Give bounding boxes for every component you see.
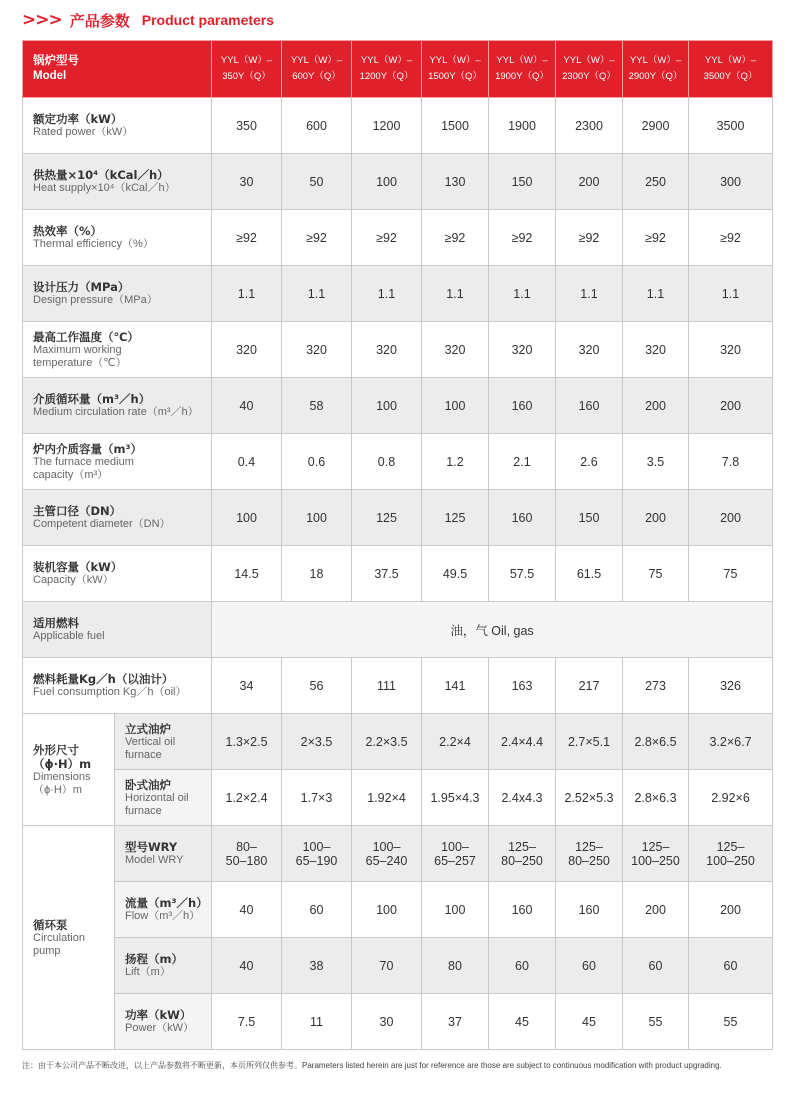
- pump-row: [23, 826, 773, 882]
- row-label-cn: 主管口径（DN）: [33, 504, 122, 518]
- value-cell: 7.5: [212, 994, 282, 1050]
- value-cell: 2.2×3.5: [352, 714, 422, 770]
- value-cell: 125: [352, 490, 422, 546]
- value-cell: 100: [212, 490, 282, 546]
- value-cell: 200: [623, 882, 689, 938]
- row-label: [23, 658, 212, 714]
- model-name-cell: YYL（W）– 3500Y（Q）: [689, 41, 773, 98]
- value-cell: 100– 65–257: [422, 826, 489, 882]
- value-cell: 1.1: [489, 266, 556, 322]
- value-cell: 11: [282, 994, 352, 1050]
- spec-row: [23, 266, 773, 322]
- row-label-en: furnace: [125, 748, 162, 761]
- value-cell: 1200: [352, 98, 422, 154]
- row-label: [23, 602, 212, 658]
- value-cell: 125– 100–250: [623, 826, 689, 882]
- row-label-en: Horizontal oil: [125, 791, 189, 804]
- value-cell: 1.92×4: [352, 770, 422, 826]
- pump-row: [23, 994, 773, 1050]
- dimensions-row: [23, 714, 773, 770]
- value-cell: 50: [282, 154, 352, 210]
- value-cell: 0.4: [212, 434, 282, 490]
- value-cell: 1.1: [422, 266, 489, 322]
- value-cell: 320: [623, 322, 689, 378]
- pump-group-label: [23, 826, 115, 1050]
- value-cell: 320: [212, 322, 282, 378]
- row-label: [23, 490, 212, 546]
- row-label-en: Medium circulation rate（m³／h）: [33, 406, 199, 418]
- value-cell: 1.3×2.5: [212, 714, 282, 770]
- row-label-cn: 热效率（%）: [33, 224, 103, 238]
- row-label: [23, 266, 212, 322]
- value-cell: ≥92: [489, 210, 556, 266]
- value-cell: 1.7×3: [282, 770, 352, 826]
- value-cell: 1.1: [689, 266, 773, 322]
- value-cell: 273: [623, 658, 689, 714]
- value-cell: 100: [422, 378, 489, 434]
- row-label-cn: 设计压力（MPa）: [33, 280, 130, 294]
- value-cell: 38: [282, 938, 352, 994]
- model-name-cell: YYL（W）– 2300Y（Q）: [556, 41, 623, 98]
- row-label-cn: 扬程（m）: [125, 952, 183, 966]
- value-cell: 320: [352, 322, 422, 378]
- value-cell: 160: [556, 882, 623, 938]
- value-cell: 40: [212, 378, 282, 434]
- spec-row: [23, 546, 773, 602]
- value-cell: 2.6: [556, 434, 623, 490]
- row-label-cn: 装机容量（kW）: [33, 560, 123, 574]
- value-cell: 3.2×6.7: [689, 714, 773, 770]
- value-cell: 200: [556, 154, 623, 210]
- model-name-cell: YYL（W）– 1500Y（Q）: [422, 41, 489, 98]
- value-cell: 300: [689, 154, 773, 210]
- section-title-cn: 产品参数: [69, 11, 130, 30]
- value-cell: ≥92: [352, 210, 422, 266]
- row-label-en: Thermal efficiency（%）: [33, 238, 154, 250]
- value-cell: 70: [352, 938, 422, 994]
- model-header-en: Model: [33, 70, 67, 82]
- row-label: [115, 882, 212, 938]
- value-cell: ≥92: [556, 210, 623, 266]
- value-cell: 40: [212, 882, 282, 938]
- dimensions-group-label: [23, 714, 115, 826]
- row-label-en: Lift（m）: [125, 966, 171, 978]
- value-cell: 58: [282, 378, 352, 434]
- fuel-value: 油，气 Oil, gas: [212, 602, 773, 658]
- pump-en-2: pump: [33, 944, 61, 957]
- value-cell: 160: [489, 882, 556, 938]
- value-cell: 200: [689, 490, 773, 546]
- row-label-en: Vertical oil: [125, 735, 176, 748]
- value-cell: 2.8×6.3: [623, 770, 689, 826]
- value-cell: 150: [556, 490, 623, 546]
- value-cell: 1500: [422, 98, 489, 154]
- dimensions-cn: 外形尺寸: [33, 742, 79, 757]
- value-cell: 55: [623, 994, 689, 1050]
- spec-row: [23, 98, 773, 154]
- row-label-cn: 型号WRY: [125, 840, 178, 854]
- value-cell: 320: [556, 322, 623, 378]
- row-label-cn: 最高工作温度（℃）: [33, 329, 139, 344]
- value-cell: 2.7×5.1: [556, 714, 623, 770]
- value-cell: 125: [422, 490, 489, 546]
- row-label-en: Applicable fuel: [33, 630, 105, 642]
- value-cell: 250: [623, 154, 689, 210]
- value-cell: 3.5: [623, 434, 689, 490]
- footnote: 注：由于本公司产品不断改进，以上产品参数将不断更新，本页所列仅供参考。Parameters listed herein are just for reference are those are subject to continuous modification with product upgrading.: [22, 1061, 722, 1070]
- value-cell: 163: [489, 658, 556, 714]
- value-cell: 141: [422, 658, 489, 714]
- value-cell: 150: [489, 154, 556, 210]
- row-label-cn: 介质循环量（m³／h）: [33, 392, 151, 406]
- spec-row: [23, 378, 773, 434]
- section-header: [22, 9, 274, 31]
- model-header-label: [23, 41, 212, 98]
- spec-row: [23, 322, 773, 378]
- row-label: [23, 322, 212, 378]
- value-cell: 45: [489, 994, 556, 1050]
- value-cell: ≥92: [212, 210, 282, 266]
- row-label-en: Flow（m³／h）: [125, 910, 201, 922]
- value-cell: 2.1: [489, 434, 556, 490]
- value-cell: 160: [489, 378, 556, 434]
- value-cell: 125– 80–250: [556, 826, 623, 882]
- row-label: [23, 546, 212, 602]
- row-label-en: furnace: [125, 804, 162, 817]
- value-cell: 200: [689, 882, 773, 938]
- value-cell: 217: [556, 658, 623, 714]
- row-label: [23, 434, 212, 490]
- value-cell: 3500: [689, 98, 773, 154]
- model-name-cell: YYL（W）– 1900Y（Q）: [489, 41, 556, 98]
- spec-row: [23, 154, 773, 210]
- value-cell: 111: [352, 658, 422, 714]
- value-cell: ≥92: [689, 210, 773, 266]
- value-cell: 37: [422, 994, 489, 1050]
- value-cell: 75: [689, 546, 773, 602]
- row-label-en: Heat supply×10⁴（kCal／h）: [33, 182, 176, 194]
- row-label: [115, 770, 212, 826]
- value-cell: 200: [623, 490, 689, 546]
- dimensions-row: [23, 770, 773, 826]
- spec-row: [23, 434, 773, 490]
- row-label-en: Rated power（kW）: [33, 126, 134, 138]
- value-cell: 40: [212, 938, 282, 994]
- model-name-cell: YYL（W）– 350Y（Q）: [212, 41, 282, 98]
- value-cell: 600: [282, 98, 352, 154]
- row-label-cn: 炉内介质容量（m³）: [33, 441, 143, 456]
- value-cell: 1.1: [212, 266, 282, 322]
- value-cell: 2.2×4: [422, 714, 489, 770]
- dimensions-unit-cn: （ϕ·H）m: [33, 756, 92, 771]
- row-label: [23, 378, 212, 434]
- dimensions-en: Dimensions: [33, 770, 91, 783]
- value-cell: 125– 80–250: [489, 826, 556, 882]
- row-label: [115, 994, 212, 1050]
- row-label-cn: 流量（m³／h）: [125, 896, 208, 910]
- value-cell: 18: [282, 546, 352, 602]
- section-title-en: Product parameters: [141, 12, 275, 28]
- row-label-en: temperature（℃）: [33, 356, 127, 369]
- pump-cn: 循环泵: [33, 917, 68, 932]
- value-cell: 60: [689, 938, 773, 994]
- value-cell: 1.1: [352, 266, 422, 322]
- value-cell: 34: [212, 658, 282, 714]
- spec-row: [23, 210, 773, 266]
- value-cell: 57.5: [489, 546, 556, 602]
- value-cell: 125– 100–250: [689, 826, 773, 882]
- value-cell: 0.8: [352, 434, 422, 490]
- value-cell: 1900: [489, 98, 556, 154]
- product-parameters-table: [22, 40, 773, 1050]
- value-cell: ≥92: [282, 210, 352, 266]
- value-cell: 61.5: [556, 546, 623, 602]
- model-name-cell: YYL（W）– 2900Y（Q）: [623, 41, 689, 98]
- value-cell: 100: [352, 378, 422, 434]
- model-header-row: [23, 41, 773, 98]
- value-cell: 1.2×2.4: [212, 770, 282, 826]
- value-cell: 14.5: [212, 546, 282, 602]
- value-cell: 160: [489, 490, 556, 546]
- row-label-en: Maximum working: [33, 343, 122, 356]
- row-label-cn: 功率（kW）: [125, 1008, 192, 1022]
- value-cell: 160: [556, 378, 623, 434]
- model-name-cell: YYL（W）– 600Y（Q）: [282, 41, 352, 98]
- value-cell: 0.6: [282, 434, 352, 490]
- row-label-en: Capacity（kW）: [33, 574, 114, 586]
- value-cell: 60: [556, 938, 623, 994]
- value-cell: 49.5: [422, 546, 489, 602]
- row-label-en: The furnace medium: [33, 455, 134, 468]
- value-cell: 100: [352, 154, 422, 210]
- pump-row: [23, 938, 773, 994]
- row-label-cn: 额定功率（kW）: [33, 112, 123, 126]
- row-label-cn: 立式油炉: [125, 721, 171, 736]
- row-label: [115, 826, 212, 882]
- value-cell: 2.4x4.3: [489, 770, 556, 826]
- value-cell: 320: [689, 322, 773, 378]
- value-cell: 320: [422, 322, 489, 378]
- value-cell: 100: [282, 490, 352, 546]
- row-label-en: Model WRY: [125, 854, 184, 866]
- value-cell: 2300: [556, 98, 623, 154]
- value-cell: 60: [489, 938, 556, 994]
- value-cell: 37.5: [352, 546, 422, 602]
- value-cell: 350: [212, 98, 282, 154]
- value-cell: 130: [422, 154, 489, 210]
- value-cell: 80– 50–180: [212, 826, 282, 882]
- value-cell: 60: [282, 882, 352, 938]
- row-label-cn: 供热量×10⁴（kCal／h）: [33, 168, 169, 182]
- value-cell: 100: [352, 882, 422, 938]
- value-cell: 75: [623, 546, 689, 602]
- value-cell: 2.52×5.3: [556, 770, 623, 826]
- value-cell: 2.8×6.5: [623, 714, 689, 770]
- value-cell: ≥92: [623, 210, 689, 266]
- row-label: [23, 154, 212, 210]
- value-cell: 2.92×6: [689, 770, 773, 826]
- value-cell: 45: [556, 994, 623, 1050]
- value-cell: 200: [689, 378, 773, 434]
- value-cell: 2×3.5: [282, 714, 352, 770]
- row-label: [115, 714, 212, 770]
- fuel-consumption-row: [23, 658, 773, 714]
- value-cell: 1.2: [422, 434, 489, 490]
- value-cell: 1.1: [623, 266, 689, 322]
- model-header-cn: 锅炉型号: [33, 55, 79, 67]
- value-cell: ≥92: [422, 210, 489, 266]
- pump-row: [23, 882, 773, 938]
- model-name-cell: YYL（W）– 1200Y（Q）: [352, 41, 422, 98]
- value-cell: 100– 65–240: [352, 826, 422, 882]
- row-label-cn: 卧式油炉: [125, 777, 171, 792]
- row-label-en: Design pressure（MPa）: [33, 294, 158, 306]
- value-cell: 60: [623, 938, 689, 994]
- row-label-cn: 适用燃料: [33, 616, 79, 630]
- value-cell: 2900: [623, 98, 689, 154]
- value-cell: 80: [422, 938, 489, 994]
- value-cell: 2.4×4.4: [489, 714, 556, 770]
- value-cell: 30: [212, 154, 282, 210]
- row-label-en: Competent diameter（DN）: [33, 518, 171, 530]
- fuel-row: [23, 602, 773, 658]
- value-cell: 56: [282, 658, 352, 714]
- value-cell: 100– 65–190: [282, 826, 352, 882]
- value-cell: 1.1: [556, 266, 623, 322]
- spec-row: [23, 490, 773, 546]
- row-label-en: Fuel consumption Kg／h（oil）: [33, 686, 187, 698]
- row-label-en: Power（kW）: [125, 1022, 195, 1034]
- row-label-en: capacity（m³）: [33, 468, 109, 481]
- row-label: [23, 210, 212, 266]
- value-cell: 200: [623, 378, 689, 434]
- row-label: [23, 98, 212, 154]
- value-cell: 55: [689, 994, 773, 1050]
- pump-en: Circulation: [33, 931, 85, 944]
- dimensions-unit-en: （ϕ·H）m: [33, 783, 82, 796]
- double-chevron-right-icon: > > >: [22, 10, 57, 30]
- value-cell: 1.1: [282, 266, 352, 322]
- value-cell: 1.95×4.3: [422, 770, 489, 826]
- value-cell: 100: [422, 882, 489, 938]
- value-cell: 320: [489, 322, 556, 378]
- value-cell: 30: [352, 994, 422, 1050]
- row-label: [115, 938, 212, 994]
- row-label-cn: 燃料耗量Kg／h（以油计）: [33, 672, 174, 686]
- value-cell: 320: [282, 322, 352, 378]
- value-cell: 7.8: [689, 434, 773, 490]
- value-cell: 326: [689, 658, 773, 714]
